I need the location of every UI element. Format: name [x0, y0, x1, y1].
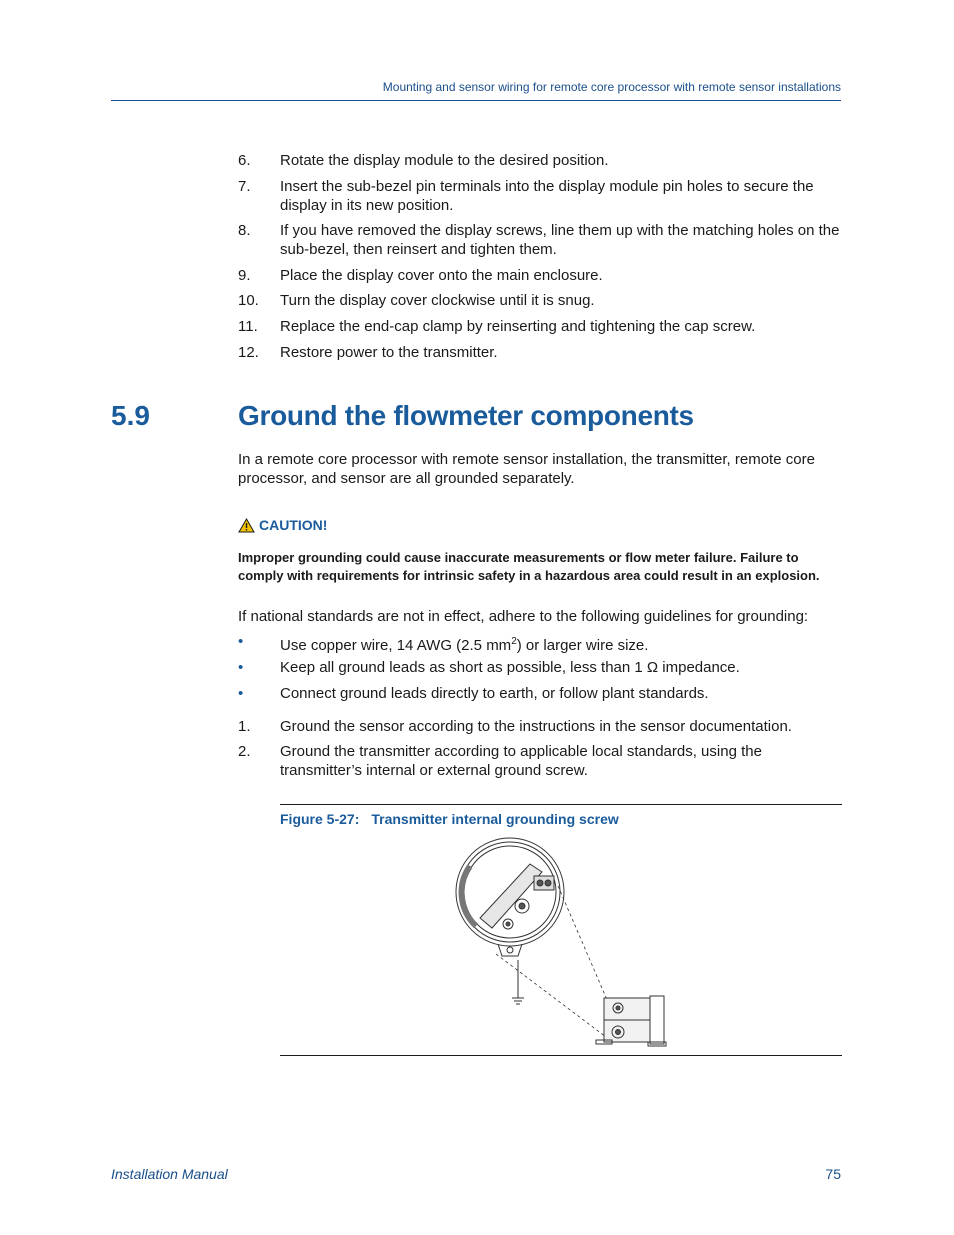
caution-label: CAUTION! — [259, 517, 328, 533]
step-number: 1. — [238, 718, 251, 735]
step-number: 9. — [238, 267, 251, 284]
footer-doc-name: Installation Manual — [111, 1166, 228, 1182]
guidelines-intro: If national standards are not in effect, adhere to the following guidelines for grounding: — [238, 608, 809, 625]
bullet-icon: • — [238, 633, 244, 650]
warning-triangle-icon — [238, 518, 255, 533]
figure-caption — [280, 811, 631, 827]
figure-number: Figure 5-27: — [280, 811, 360, 827]
caution-heading — [238, 517, 327, 533]
bullet-icon: • — [238, 685, 244, 702]
running-header: Mounting and sensor wiring for remote core processor with remote sensor installations — [382, 80, 841, 94]
step-text: Turn the display cover clockwise until it is snug. — [280, 292, 595, 309]
figure-rule-top — [280, 804, 842, 805]
step-text: Ground the sensor according to the instructions in the sensor documentation. — [280, 718, 792, 735]
step-number: 6. — [238, 152, 251, 169]
figure-rule-bottom — [280, 1055, 842, 1056]
step-text: Replace the end-cap clamp by reinserting and tightening the cap screw. — [280, 318, 756, 335]
grounding-screw-drawing — [450, 836, 670, 1050]
bullet-text: Connect ground leads directly to earth, or follow plant standards. — [280, 685, 709, 702]
step-text: Place the display cover onto the main enclosure. — [280, 267, 603, 284]
caution-text: Improper grounding could cause inaccurate measurements or flow meter failure. Failure to comply with requirements for intrinsic safety in a hazardous area could result in an explosion. — [238, 550, 820, 583]
step-number: 10. — [238, 292, 259, 309]
step-number: 2. — [238, 743, 251, 760]
header-rule — [111, 100, 841, 101]
step-text: Restore power to the transmitter. — [280, 344, 498, 361]
step-number: 12. — [238, 344, 259, 361]
page-number: 75 — [825, 1166, 841, 1182]
step-number: 8. — [238, 222, 251, 239]
section-number: 5.9 — [111, 400, 150, 431]
step-text: Rotate the display module to the desired position. — [280, 152, 609, 169]
step-number: 7. — [238, 178, 251, 195]
step-text: If you have removed the display screws, line them up with the matching holes on the sub-bezel, then reinsert and tighten them. — [280, 222, 840, 258]
section-intro: In a remote core processor with remote sensor installation, the transmitter, remote core processor, and sensor are all grounded separately. — [238, 451, 815, 487]
bullet-icon: • — [238, 659, 244, 676]
step-number: 11. — [238, 318, 258, 335]
bullet-text: Use copper wire, 14 AWG (2.5 $mm^2$) or larger wire size. — [280, 636, 649, 654]
section-title: Ground the flowmeter components — [238, 400, 694, 431]
step-text: Ground the transmitter according to applicable local standards, using the transmitter’s internal or external ground screw. — [280, 743, 762, 779]
step-text: Insert the sub-bezel pin terminals into the display module pin holes to secure the display in its new position. — [280, 178, 814, 214]
figure-title: Transmitter internal grounding screw — [371, 811, 619, 827]
bullet-text: Keep all ground leads as short as possible, less than 1 Ω impedance. — [280, 659, 740, 676]
